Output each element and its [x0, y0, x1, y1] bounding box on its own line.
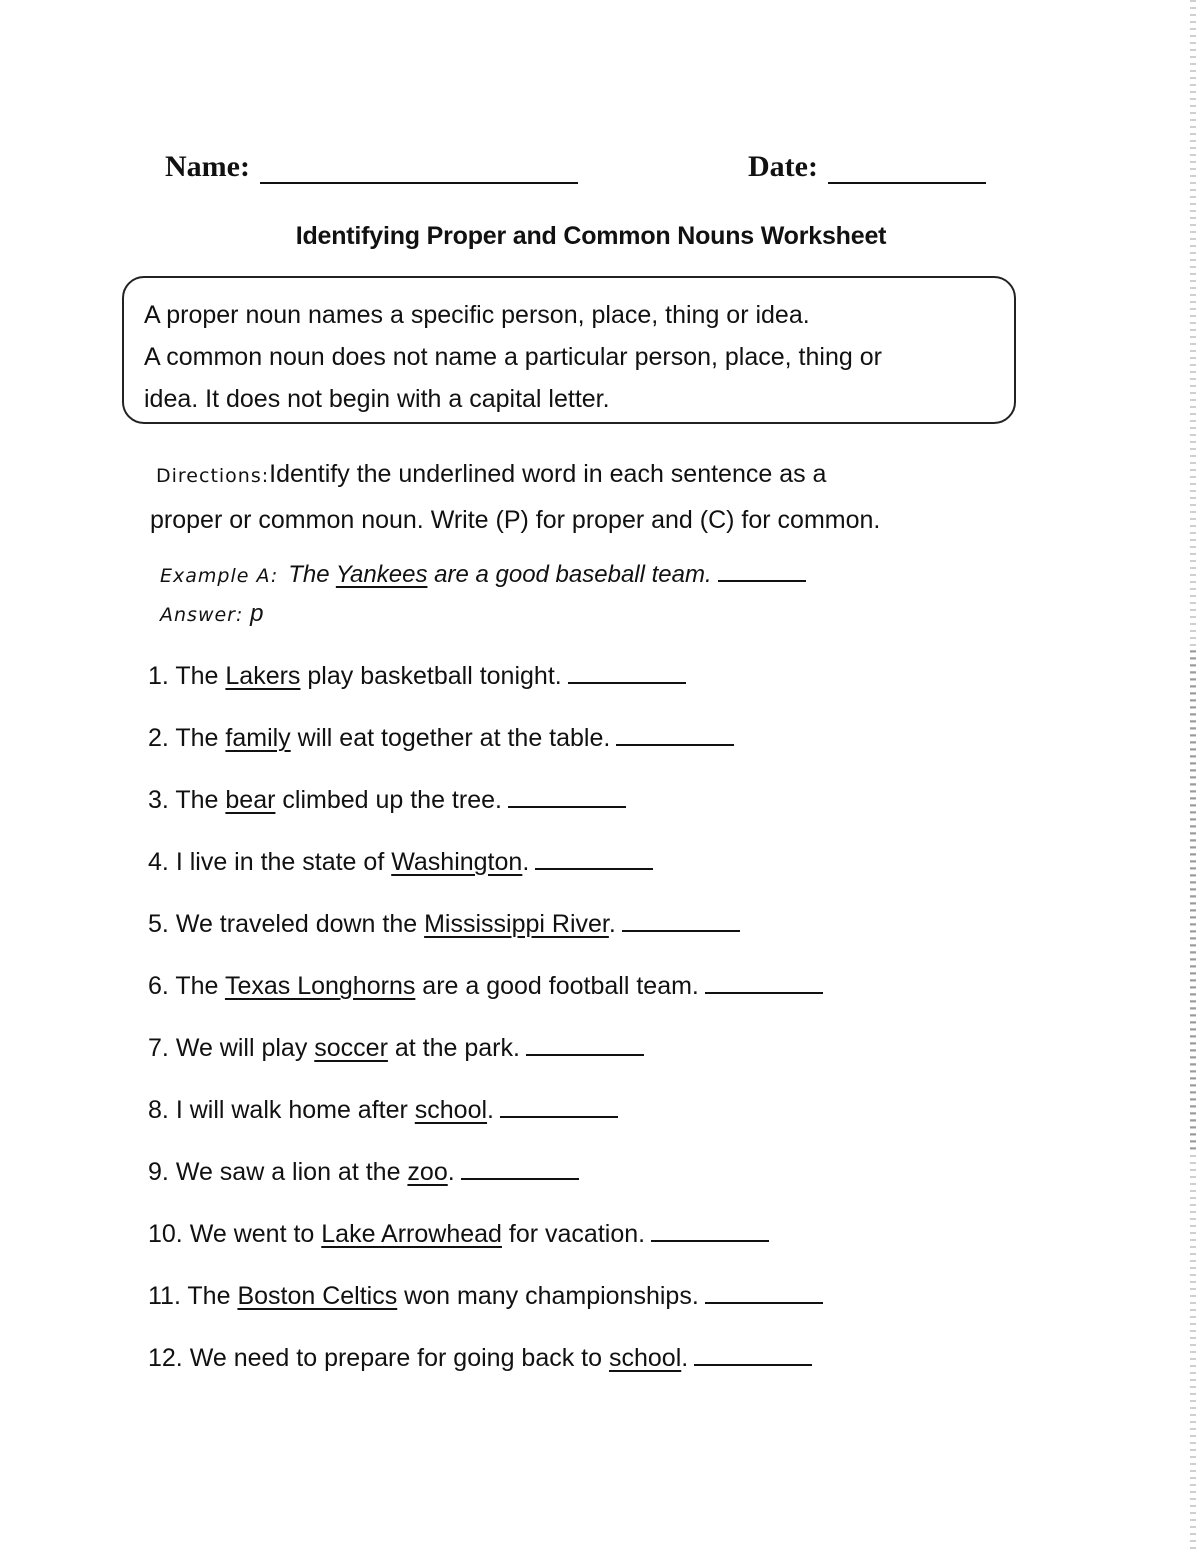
question-item	[148, 1280, 1048, 1342]
scan-edge-marks-dense	[1190, 650, 1196, 1150]
question-text-before: We will play	[175, 1034, 315, 1062]
example-underlined-word: Yankees	[335, 561, 428, 588]
question-text-after: .	[522, 848, 530, 876]
question-underlined-word: bear	[225, 786, 276, 814]
example-label: Example A:	[160, 565, 279, 587]
example-answer-blank[interactable]	[718, 558, 806, 582]
question-item	[148, 784, 1048, 846]
question-text-after: climbed up the tree.	[275, 786, 502, 814]
header-row	[165, 150, 995, 190]
question-text-before: The	[175, 786, 226, 814]
question-list	[148, 660, 1048, 1404]
question-text-after: at the park.	[387, 1034, 520, 1062]
answer-blank[interactable]	[622, 908, 740, 932]
answer-blank[interactable]	[535, 846, 653, 870]
definition-box	[122, 276, 1016, 424]
question-text-before: I will walk home after	[175, 1096, 415, 1124]
question-text-after: for vacation.	[501, 1220, 646, 1248]
question-text-before: The	[187, 1282, 238, 1310]
question-item	[148, 970, 1048, 1032]
answer-blank[interactable]	[508, 784, 626, 808]
question-text-before: We need to prepare for going back to	[189, 1344, 609, 1372]
question-number: 1.	[148, 662, 169, 690]
example-before: The	[288, 561, 336, 588]
question-underlined-word: Texas Longhorns	[224, 972, 416, 1000]
question-number: 12.	[148, 1344, 183, 1372]
question-item	[148, 908, 1048, 970]
question-number: 6.	[148, 972, 169, 1000]
question-text-before: We saw a lion at the	[175, 1158, 408, 1186]
date-label: Date:	[748, 150, 818, 183]
question-underlined-word: Lakers	[225, 662, 301, 690]
question-text-before: We went to	[189, 1220, 322, 1248]
answer-blank[interactable]	[461, 1156, 579, 1180]
answer-blank[interactable]	[705, 970, 823, 994]
question-text-after: are a good football team.	[415, 972, 699, 1000]
directions-text-1: Identify the underlined word in each sentence as a	[269, 460, 827, 488]
question-number: 4.	[148, 848, 169, 876]
definition-line-1: A proper noun names a specific person, place, thing or idea.	[144, 301, 810, 329]
example-answer-value: p	[250, 600, 264, 627]
question-text-after: play basketball tonight.	[300, 662, 562, 690]
question-number: 2.	[148, 724, 169, 752]
question-text-after: won many championships.	[397, 1282, 699, 1310]
example-answer-label: Answer:	[160, 604, 244, 626]
question-underlined-word: school	[608, 1344, 682, 1372]
question-number: 10.	[148, 1220, 183, 1248]
answer-blank[interactable]	[694, 1342, 812, 1366]
question-underlined-word: Mississippi River	[424, 910, 609, 938]
question-item	[148, 1218, 1048, 1280]
question-number: 11.	[148, 1282, 181, 1310]
example	[160, 556, 1040, 634]
example-sentence	[160, 556, 1040, 595]
question-number: 8.	[148, 1096, 169, 1124]
question-underlined-word: zoo	[407, 1158, 448, 1186]
question-underlined-word: soccer	[314, 1034, 388, 1062]
question-underlined-word: school	[414, 1096, 488, 1124]
question-item	[148, 1342, 1048, 1404]
question-number: 7.	[148, 1034, 169, 1062]
question-number: 5.	[148, 910, 169, 938]
question-text-before: The	[175, 972, 225, 1000]
date-blank-line[interactable]	[828, 154, 986, 184]
question-number: 9.	[148, 1158, 169, 1186]
name-label: Name:	[165, 150, 250, 183]
answer-blank[interactable]	[500, 1094, 618, 1118]
question-item	[148, 660, 1048, 722]
directions-text-2: proper or common noun. Write (P) for proper and (C) for common.	[150, 506, 881, 534]
question-underlined-word: Boston Celtics	[237, 1282, 398, 1310]
question-text-before: We traveled down the	[175, 910, 425, 938]
question-text-after: .	[681, 1344, 689, 1372]
directions	[150, 452, 1030, 542]
question-item	[148, 1156, 1048, 1218]
answer-blank[interactable]	[526, 1032, 644, 1056]
question-item	[148, 722, 1048, 784]
question-item	[148, 846, 1048, 908]
answer-blank[interactable]	[705, 1280, 823, 1304]
directions-label: Directions:	[156, 465, 270, 487]
question-underlined-word: family	[225, 724, 291, 752]
question-text-after: .	[447, 1158, 455, 1186]
question-text-before: The	[175, 724, 226, 752]
definition-line-2: A common noun does not name a particular person, place, thing or	[144, 343, 882, 371]
question-text-before: The	[175, 662, 226, 690]
question-text-after: .	[487, 1096, 494, 1124]
definition-line-3: idea. It does not begin with a capital letter.	[144, 385, 610, 413]
example-answer	[160, 595, 1040, 634]
date-group	[748, 150, 986, 184]
worksheet-title: Identifying Proper and Common Nouns Worksheet	[295, 222, 887, 250]
question-text-before: I live in the state of	[175, 848, 392, 876]
question-item	[148, 1094, 1048, 1156]
answer-blank[interactable]	[651, 1218, 769, 1242]
question-text-after: .	[608, 910, 616, 938]
name-group	[165, 150, 578, 184]
example-after: are a good baseball team.	[427, 561, 712, 588]
question-underlined-word: Washington	[391, 848, 523, 876]
question-underlined-word: Lake Arrowhead	[321, 1220, 502, 1248]
question-item	[148, 1032, 1048, 1094]
answer-blank[interactable]	[616, 722, 734, 746]
question-text-after: will eat together at the table.	[290, 724, 611, 752]
name-blank-line[interactable]	[260, 154, 578, 184]
question-number: 3.	[148, 786, 169, 814]
answer-blank[interactable]	[568, 660, 686, 684]
